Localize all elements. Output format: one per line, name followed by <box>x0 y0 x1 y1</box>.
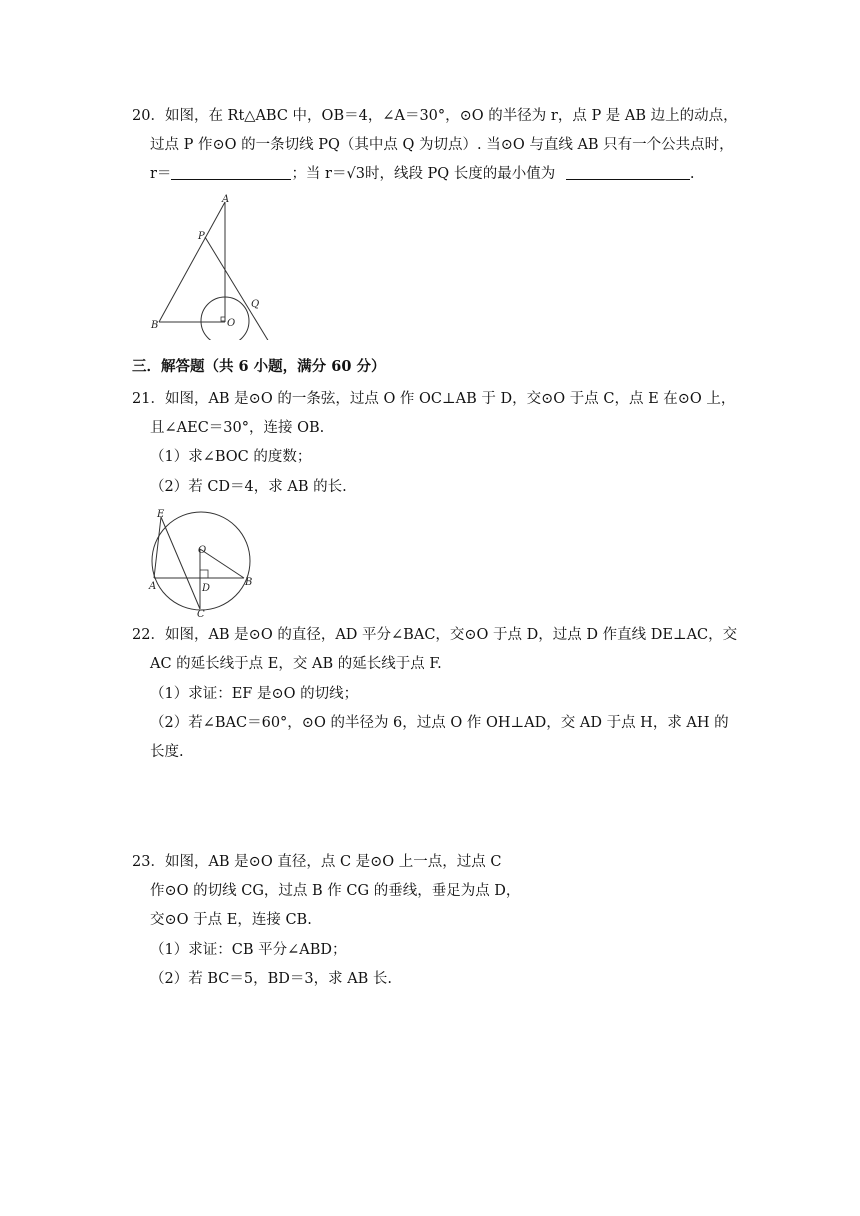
q23-line1: 23．如图，AB 是⊙O 直径，点 C 是⊙O 上一点，过点 C <box>132 854 502 870</box>
q20-line3 <box>150 164 695 184</box>
q20-diagram <box>145 190 275 340</box>
fig21-label-e: E <box>157 509 165 520</box>
q21-part2: （2）若 CD＝4，求 AB 的长. <box>150 479 347 495</box>
q20-figure <box>145 190 275 344</box>
q22-line2: AC 的延长线于点 E，交 AB 的延长线于点 F. <box>150 656 442 672</box>
q21-figure <box>142 505 262 624</box>
section-title: 三．解答题（共 6 小题，满分 60 分） <box>132 358 386 375</box>
answer-blank-2[interactable] <box>566 165 690 180</box>
q21-line2: 且∠AEC＝30°，连接 OB. <box>150 420 325 436</box>
q20-line3-b: ；当 r＝√3时，线段 PQ 长度的最小值为 <box>291 166 556 182</box>
q23-line3: 交⊙O 于点 E，连接 CB. <box>150 912 312 928</box>
q23-part1: （1）求证：CB 平分∠ABD； <box>150 942 347 958</box>
fig20-label-a: A <box>222 194 230 205</box>
q21-line1: 21．如图，AB 是⊙O 的一条弦，过点 O 作 OC⊥AB 于 D，交⊙O 于点 C，点 E 在⊙O 上， <box>132 391 736 407</box>
fig21-label-c: C <box>197 609 205 620</box>
fig20-label-b: B <box>151 320 159 331</box>
q21-diagram <box>142 505 262 620</box>
fig20-label-q: Q <box>251 299 260 310</box>
q20-line3-a: r＝ <box>150 166 172 182</box>
fig21-label-b: B <box>245 577 253 588</box>
fig20-label-o: O <box>227 318 236 329</box>
q20-line1: 20．如图，在 Rt△ABC 中，OB＝4，∠A＝30°，⊙O 的半径为 r，点 P 是 AB 边上的动点， <box>132 108 738 124</box>
q21-part1: （1）求∠BOC 的度数； <box>150 449 312 465</box>
q20-line3-c: . <box>689 166 695 182</box>
q22-part1: （1）求证：EF 是⊙O 的切线； <box>150 686 359 702</box>
answer-blank-1[interactable] <box>171 165 291 180</box>
fig21-label-d: D <box>202 583 211 594</box>
fig20-label-p: P <box>198 231 205 242</box>
fig21-label-a: A <box>149 581 157 592</box>
q22-part2-cont: 长度. <box>150 744 184 760</box>
fig21-label-o: O <box>198 545 207 556</box>
q20-line2: 过点 P 作⊙O 的一条切线 PQ（其中点 Q 为切点）. 当⊙O 与直线 AB 只有一个公共点时， <box>150 137 734 153</box>
q23-line2: 作⊙O 的切线 CG，过点 B 作 CG 的垂线，垂足为点 D， <box>150 883 521 899</box>
q22-part2: （2）若∠BAC＝60°，⊙O 的半径为 6，过点 O 作 OH⊥AD，交 AD 于点 H，求 AH 的 <box>150 715 729 731</box>
q22-line1: 22．如图，AB 是⊙O 的直径，AD 平分∠BAC，交⊙O 于点 D，过点 D 作直线 DE⊥AC，交 <box>132 627 738 643</box>
q23-part2: （2）若 BC＝5，BD＝3，求 AB 长. <box>150 971 393 987</box>
